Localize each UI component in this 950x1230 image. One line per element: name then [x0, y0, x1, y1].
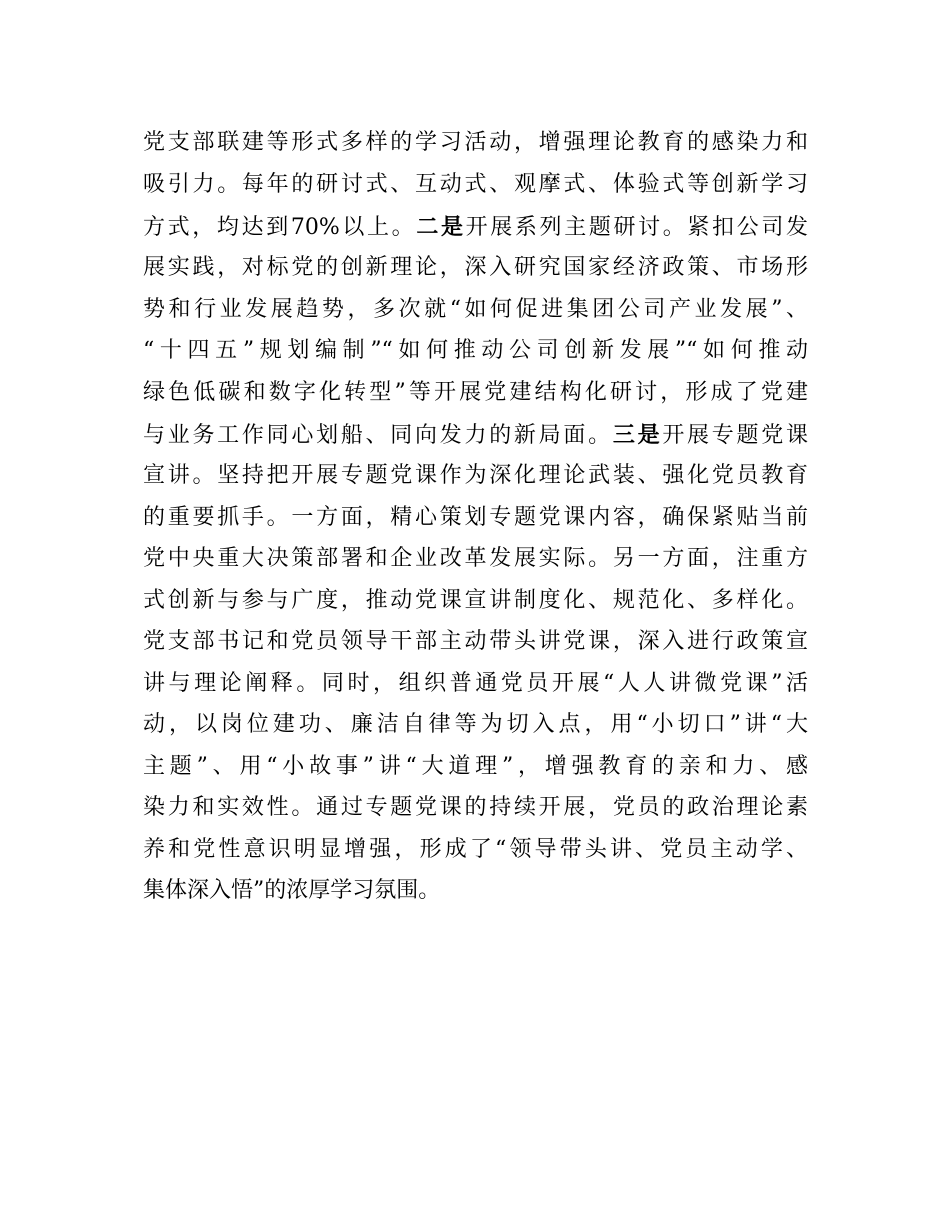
line-text: 开展专题党课	[662, 423, 808, 448]
paragraph-line: 吸引力。每年的研讨式、互动式、观摩式、体验式等创新学习	[143, 172, 808, 197]
bold-marker: 三是	[612, 422, 663, 448]
paragraph-line: 展实践，对标党的创新理论，深入研究国家经济政策、市场形	[143, 255, 808, 280]
paragraph-line: 势和行业发展趋势，多次就“如何促进集团公司产业发展”、	[143, 297, 808, 322]
line-text: 开展系列主题研讨。紧扣公司发	[465, 215, 808, 240]
paragraph-line: 宣讲。坚持把开展专题党课作为深化理论武装、强化党员教育	[143, 463, 808, 488]
paragraph-line: 养和党性意识明显增强，形成了“领导带头讲、党员主动学、	[143, 837, 808, 862]
paragraph-line	[143, 212, 808, 242]
paragraph-line: 绿色低碳和数字化转型”等开展党建结构化研讨，形成了党建	[143, 380, 808, 405]
paragraph-line: 党中央重大决策部署和企业改革发展实际。另一方面，注重方	[143, 546, 808, 571]
paragraph-line: 式创新与参与广度，推动党课宣讲制度化、规范化、多样化。	[143, 588, 808, 613]
paragraph-line: 主题”、用“小故事”讲“大道理”，增强教育的亲和力、感	[143, 754, 808, 779]
paragraph-line: 党支部联建等形式多样的学习活动，增强理论教育的感染力和	[143, 130, 808, 155]
paragraph-line	[143, 420, 808, 450]
bold-marker: 二是	[416, 214, 466, 240]
paragraph-line: 集体深入悟”的浓厚学习氛围。	[143, 878, 441, 903]
paragraph-line: 党支部书记和党员领导干部主动带头讲党课，深入进行政策宣	[143, 629, 808, 654]
line-text: 与业务工作同心划船、同向发力的新局面。	[143, 423, 613, 448]
paragraph-line: 的重要抓手。一方面，精心策划专题党课内容，确保紧贴当前	[143, 505, 808, 530]
paragraph-line: 染力和实效性。通过专题党课的持续开展，党员的政治理论素	[143, 795, 808, 820]
paragraph-line: 讲与理论阐释。同时，组织普通党员开展“人人讲微党课”活	[143, 671, 808, 696]
paragraph-line: 动，以岗位建功、廉洁自律等为切入点，用“小切口”讲“大	[143, 712, 808, 737]
paragraph-line: “十四五”规划编制”“如何推动公司创新发展”“如何推动	[143, 338, 808, 363]
line-text: 方式，均达到70%以上。	[143, 215, 417, 240]
